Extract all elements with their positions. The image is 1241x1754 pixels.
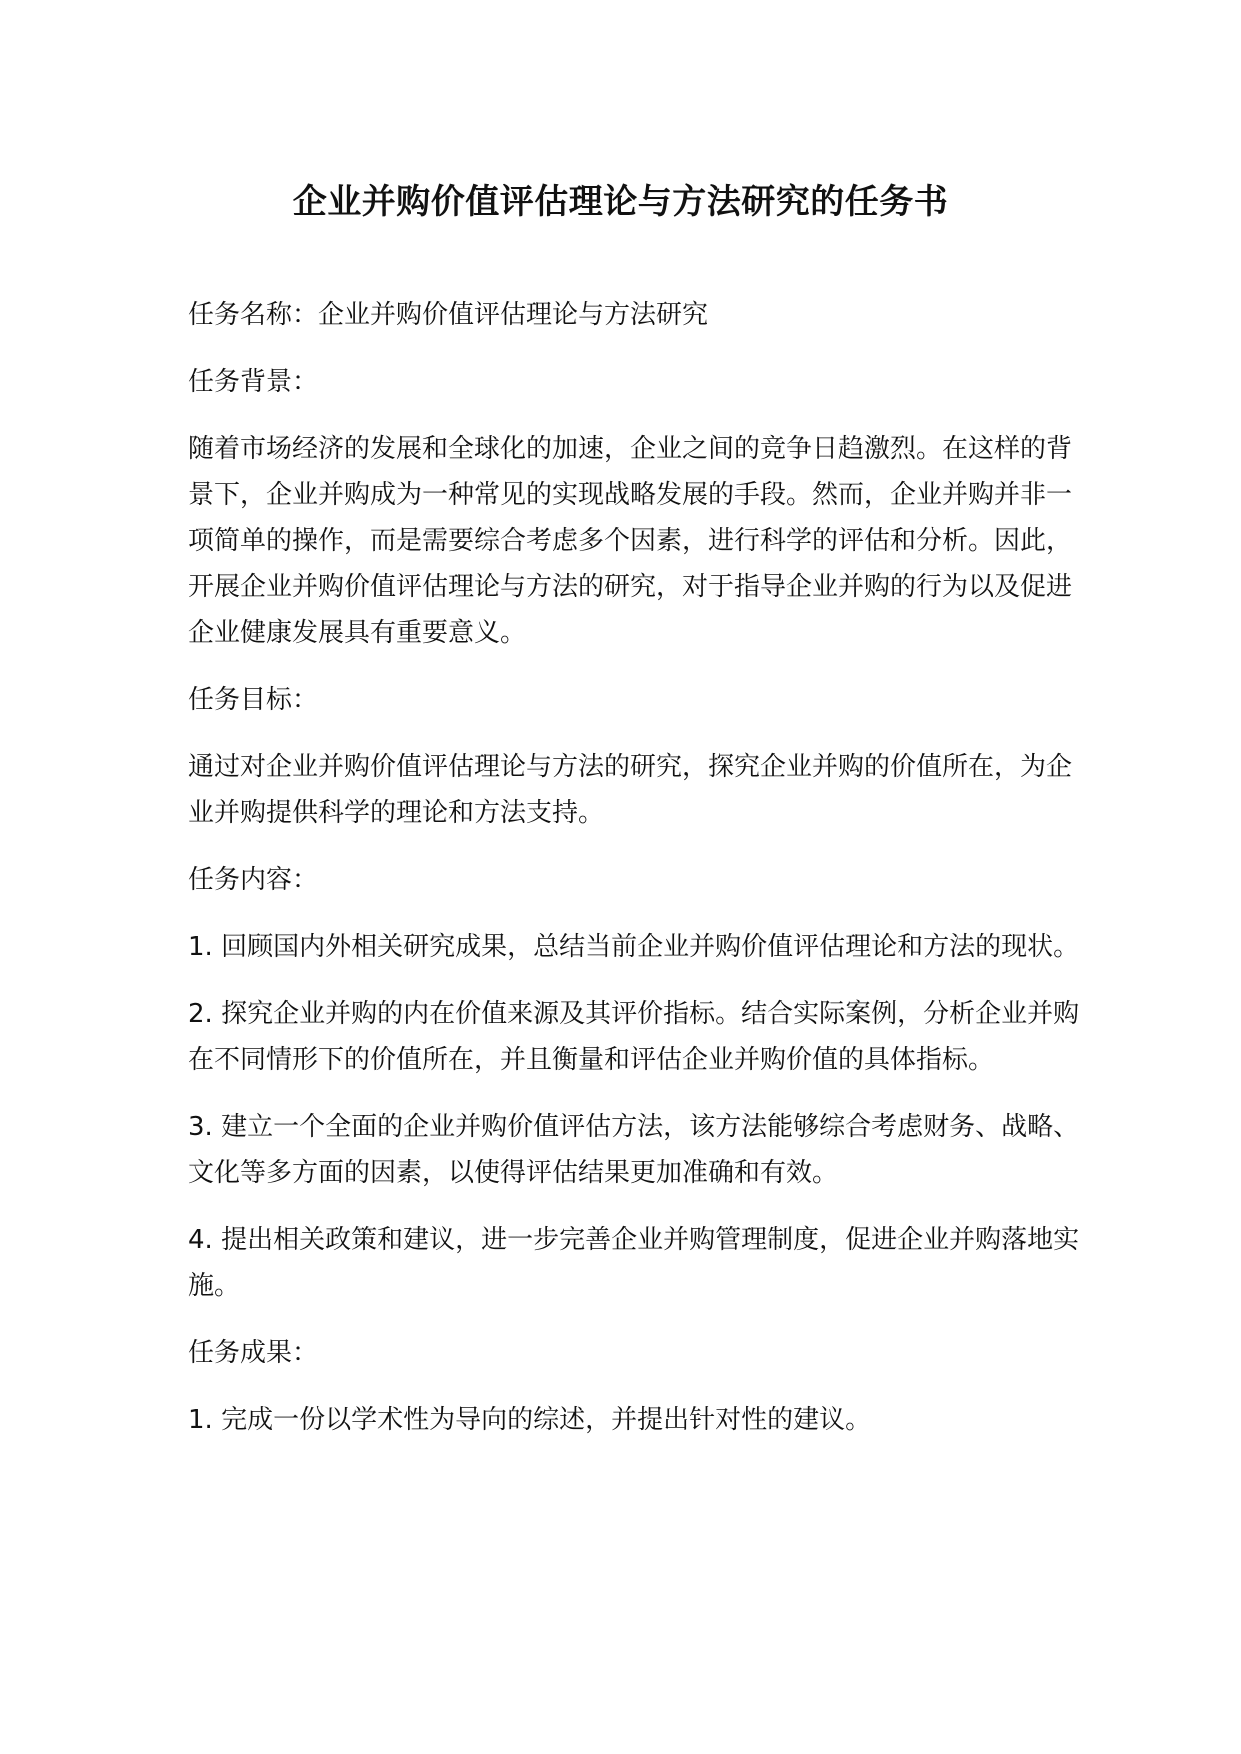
results-heading: 任务成果： — [188, 1338, 319, 1368]
goal-text: 通过对企业并购价值评估理论与方法的研究，探究企业并购的价值所在，为企业并购提供科学的理论和方法支持。 — [188, 752, 1073, 828]
content-heading: 任务内容： — [188, 865, 319, 895]
document-body — [188, 292, 1088, 1464]
content-item-4: 4. 提出相关政策和建议，进一步完善企业并购管理制度，促进企业并购落地实施。 — [188, 1225, 1080, 1301]
task-name: 任务名称：企业并购价值评估理论与方法研究 — [188, 300, 709, 330]
background-text: 随着市场经济的发展和全球化的加速，企业之间的竞争日趋激烈。在这样的背景下，企业并购成为一种常见的实现战略发展的手段。然而，企业并购并非一项简单的操作，而是需要综合考虑多个因素，进行科学的评估和分析。因此，开展企业并购价值评估理论与方法的研究，对于指导企业并购的行为以及促进企业健康发展具有重要意义。 — [188, 434, 1073, 648]
content-item-1: 1. 回顾国内外相关研究成果，总结当前企业并购价值评估理论和方法的现状。 — [188, 932, 1080, 962]
background-heading: 任务背景： — [188, 367, 319, 397]
goal-heading: 任务目标： — [188, 685, 319, 715]
content-item-3: 3. 建立一个全面的企业并购价值评估方法，该方法能够综合考虑财务、战略、文化等多方面的因素，以使得评估结果更加准确和有效。 — [188, 1112, 1080, 1188]
document-title: 企业并购价值评估理论与方法研究的任务书 — [292, 182, 949, 222]
content-item-2: 2. 探究企业并购的内在价值来源及其评价指标。结合实际案例，分析企业并购在不同情形下的价值所在，并且衡量和评估企业并购价值的具体指标。 — [188, 999, 1080, 1075]
results-item-1: 1. 完成一份以学术性为导向的综述，并提出针对性的建议。 — [188, 1405, 872, 1435]
